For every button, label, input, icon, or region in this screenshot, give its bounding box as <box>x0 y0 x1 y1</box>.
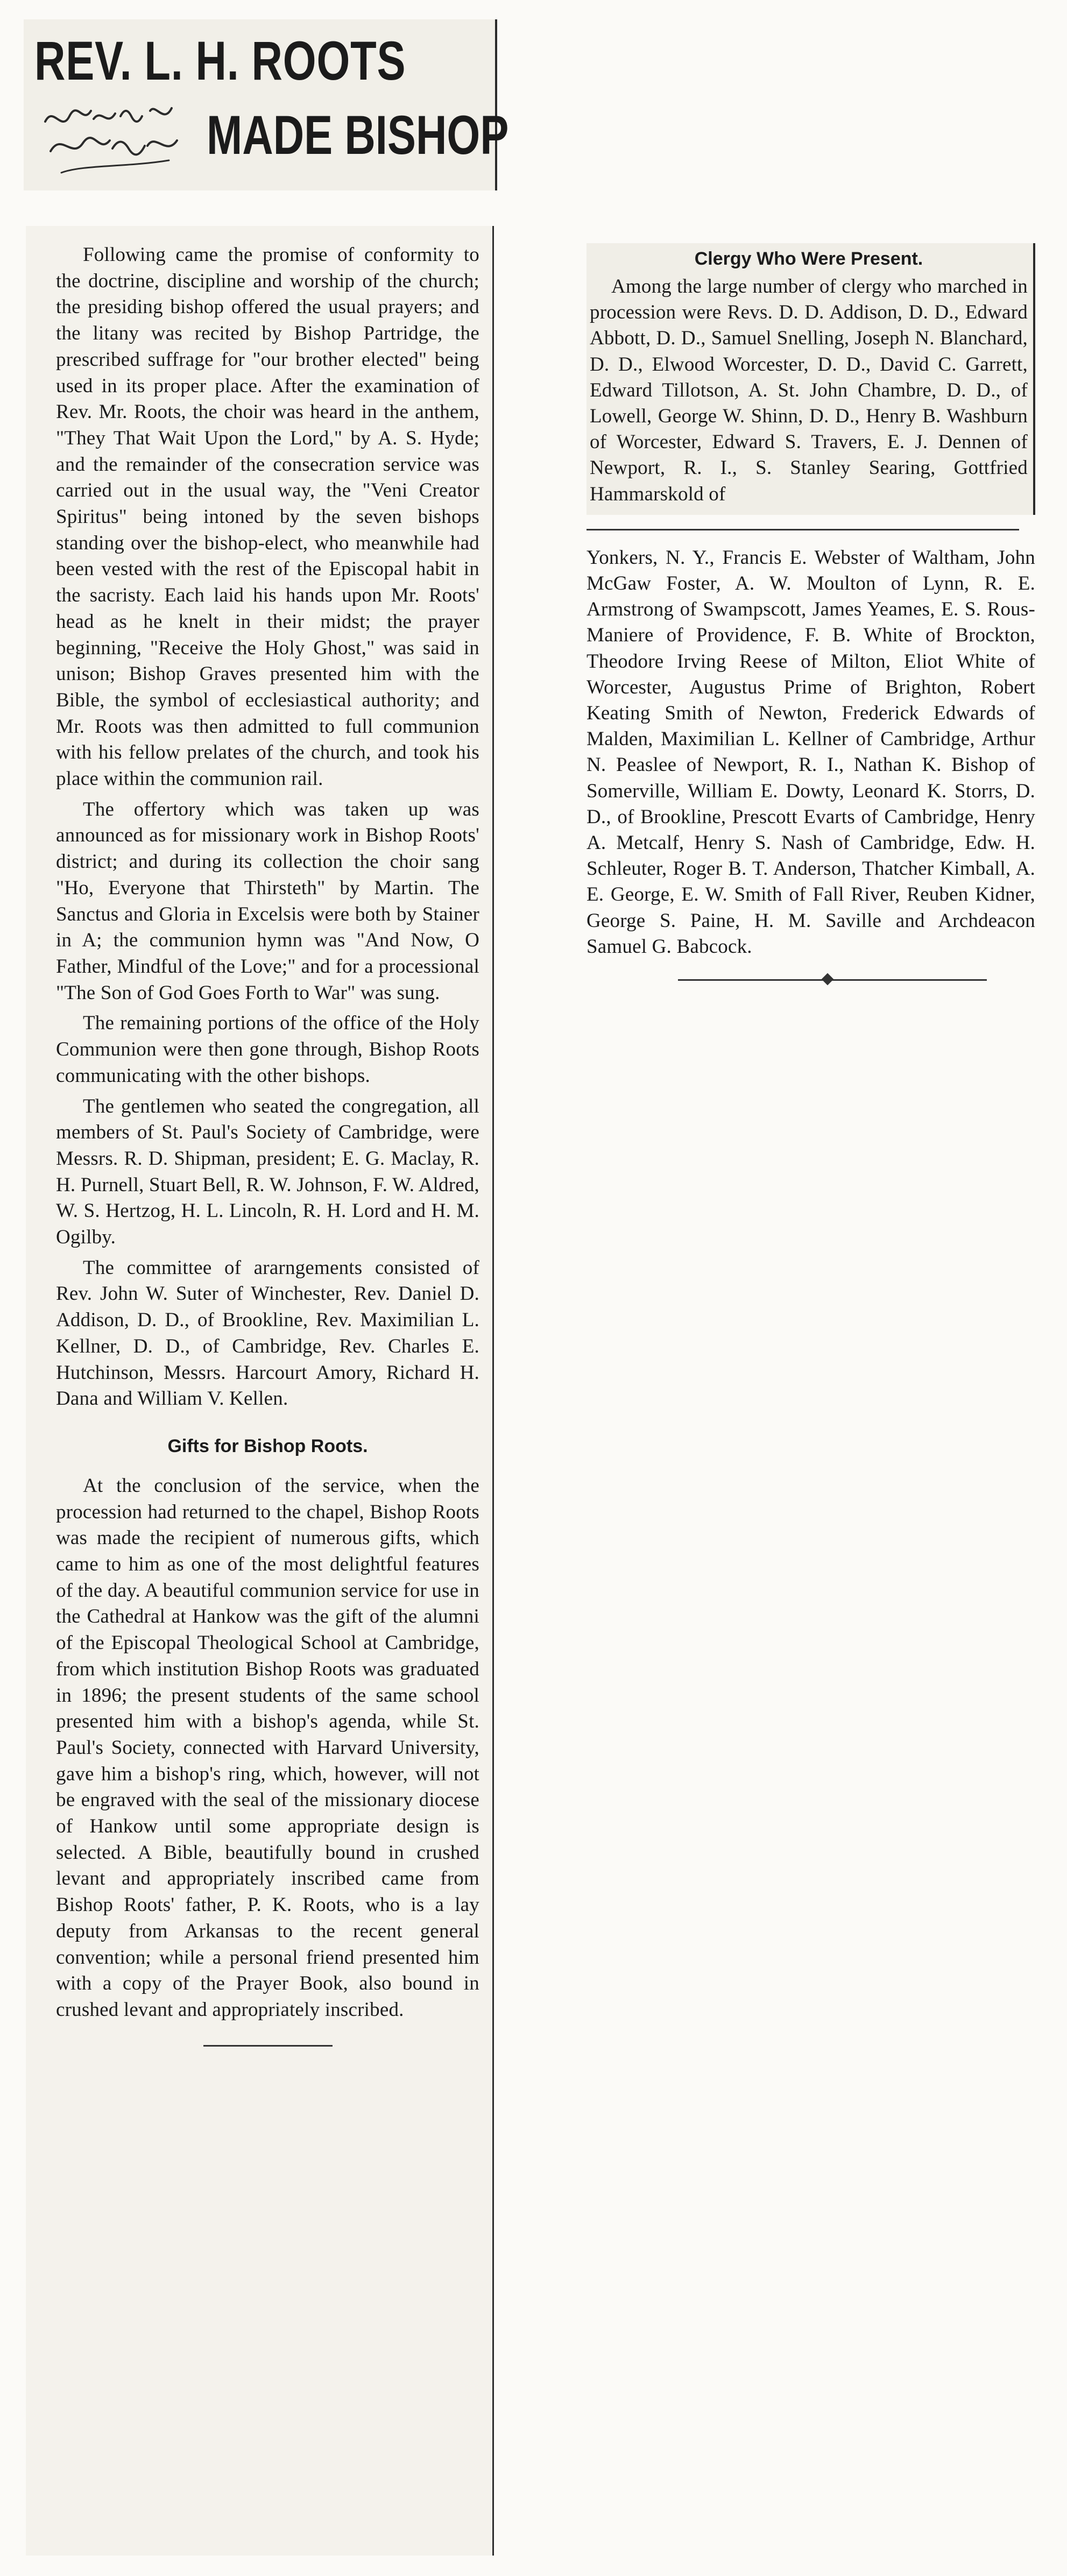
headline-line-2: MADE BISHOP <box>207 104 509 166</box>
left-paragraph-5: The committee of ararngements consisted of Rev. John W. Suter of Winchester, Rev. Daniel D. Addison, D. D., of Brookline, Rev. Maximilian L. Kellner, D. D., of Cambridge, Rev. Charles E. Hutchinson, Messrs. Harcourt Amory, Richard H. Dana and William V. Kellen. <box>56 1256 479 1410</box>
column-separator <box>587 522 1035 539</box>
left-paragraph-1: Following came the promise of conformity to the doctrine, discipline and worship of the church; the presiding bishop offered the usual prayers; and the litany was recited by Bishop Partridge, the prescribed suffrage for "our brother elected" being used in its proper place. After the examination of Rev. Mr. Roots, the choir was heard in the anthem, "They That Wait Upon the Lord," by A. S. Hyde; and the remainder of the consecration service was carried out in the usual way, the "Veni Creator Spiritus" being intoned by the seven bishops standing over the bishop-elect, who meanwhile had been vested with the rest of the Episcopal habit in the sacristy. Each laid his hands upon Mr. Roots' head as he knelt in their midst; the prayer beginning, "Receive the Holy Ghost," was said in unison; Bishop Graves presented him with the Bible, the symbol of ecclesiastical authority; and Mr. Roots was then admitted to full communion with his fellow prelates of the church, and took his place within the communion rail. <box>56 244 479 790</box>
end-rule-right <box>587 969 1035 991</box>
gifts-subhead: Gifts for Bishop Roots. <box>167 1435 368 1456</box>
end-rule <box>203 2045 333 2047</box>
clergy-paragraph-bottom: Yonkers, N. Y., Francis E. Webster of Waltham, John McGaw Foster, A. W. Moulton of Lynn, R. E. Armstrong of Swampscott, James Yeames, E. S. Rous-Maniere of Providence, F. B. White of Brockton, Theodore Irving Reese of Milton, Eliot White of Worcester, Augustus Prime of Brighton, Robert Keating Smith of Newton, Frederick Edwards of Malden, Maximilian L. Kellner of Cambridge, Arthur N. Peaslee of Newport, R. I., Nathan K. Bishop of Somerville, William E. Dowty, Leonard K. Storrs, D. D., of Brookline, Prescott Evarts of Cambridge, Henry A. Metcalf, Henry S. Nash of Cambridge, Edw. H. Schleuter, Roger B. T. Anderson, Thatcher Kimball, A. E. George, E. W. Smith of Fall River, Reuben Kidner, George S. Paine, H. M. Saville and Archdeacon Samuel G. Babcock. <box>587 546 1035 958</box>
left-paragraph-4: The gentlemen who seated the congregation, all members of St. Paul's Society of Cambridge, were Messrs. R. D. Shipman, president; E. G. Maclay, R. H. Purnell, Stuart Bell, R. W. Johnson, F. W. Aldred, W. S. Hertzog, H. L. Lincoln, R. H. Lord and H. M. Ogilby. <box>56 1095 479 1249</box>
clergy-subhead: Clergy Who Were Present. <box>694 249 923 269</box>
left-column <box>26 226 494 2556</box>
clergy-paragraph-top: Among the large number of clergy who marched in procession were Revs. D. D. Addison, D. D., Edward Abbott, D. D., Samuel Snelling, Joseph N. Blanchard, D. D., Elwood Worcester, D. D., David C. Garrett, Edward Tillotson, A. St. John Chambre, D. D., of Lowell, George W. Shinn, D. D., Henry B. Washburn of Worcester, Edward S. Travers, E. J. Dennen of Newport, R. I., S. Stanley Searing, Gottfried Hammarskold of <box>590 275 1028 505</box>
rule-ornament <box>822 973 834 986</box>
handwritten-note <box>40 100 207 181</box>
headline-line-1: REV. L. H. ROOTS <box>34 30 406 91</box>
left-paragraph-3: The remaining portions of the office of the Holy Communion were then gone through, Bishop Roots communicating with the other bishops. <box>56 1012 479 1087</box>
left-paragraph-2: The offertory which was taken up was announced as for missionary work in Bishop Roots' district; and during its collection the choir sang "Ho, Everyone that Thirsteth" by Martin. The Sanctus and Gloria in Excelsis were both by Stainer in A; the communion hymn was "And Now, O Father, Mindful of the Love;" and for a processional "The Son of God Goes Forth to War" was sung. <box>56 798 479 1004</box>
headline-clipping <box>24 19 509 190</box>
gifts-paragraph: At the conclusion of the service, when the procession had returned to the chapel, Bishop Roots was made the recipient of numerous gifts, which came to him as one of the most delightful features of the day. A beautiful communion service for use in the Cathedral at Hankow was the gift of the alumni of the Episcopal Theological School at Cambridge, from which institution Bishop Roots was graduated in 1896; the present students of the same school presented him with a bishop's agenda, while St. Paul's Society, connected with Harvard University, gave him a bishop's ring, which, however, will not be engraved with the seal of the missionary diocese of Hankow until some appropriate design is selected. A Bible, beautifully bound in crushed levant and appropriately inscribed came from Bishop Roots' father, P. K. Roots, who is a lay deputy from Arkansas to the recent general convention; while a personal friend presented him with a copy of the Prayer Book, also bound in crushed levant and appropriately inscribed. <box>56 1474 479 2021</box>
right-column <box>570 226 1055 1167</box>
clergy-top-block <box>587 243 1035 515</box>
